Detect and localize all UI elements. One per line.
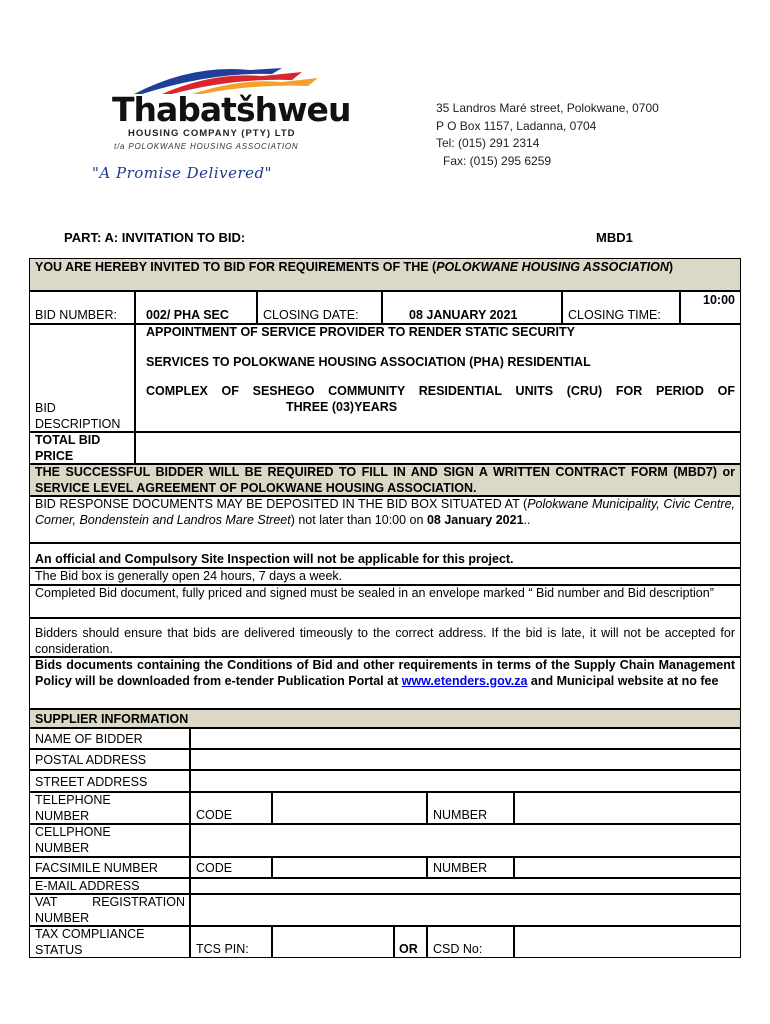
deposit-text: .. — [523, 512, 531, 527]
closing-date-value: 08 JANUARY 2021 — [382, 291, 562, 324]
deposit-text: BID RESPONSE DOCUMENTS MAY BE DEPOSITED IN THE BID BOX SITUATED AT ( — [35, 497, 528, 511]
telephone-label-text: TELEPHONE NUMBER — [35, 793, 111, 823]
telephone-code-label: CODE — [190, 792, 272, 824]
bid-box-note: The Bid box is generally open 24 hours, 7 days a week. — [29, 568, 741, 585]
deposit-date: 08 January 2021 — [426, 512, 524, 527]
telephone-number-field[interactable] — [514, 792, 741, 824]
street-address-field[interactable] — [190, 770, 741, 792]
address-fax: Fax: (015) 295 6259 — [443, 153, 552, 168]
form-code: MBD1 — [596, 230, 633, 245]
bid-form — [29, 258, 741, 958]
cellphone-field[interactable] — [190, 824, 741, 857]
etenders-link[interactable]: www.etenders.gov.za — [401, 673, 528, 688]
telephone-label — [29, 792, 190, 824]
or-label: OR — [394, 926, 427, 958]
csd-field[interactable] — [514, 926, 741, 958]
bid-number-label: BID NUMBER: — [29, 291, 135, 324]
address-po-box: P O Box 1157, Ladanna, 0704 — [436, 118, 597, 133]
invitation-org: POLOKWANE HOUSING ASSOCIATION — [436, 260, 669, 274]
telephone-code-field[interactable] — [272, 792, 427, 824]
closing-date-label: CLOSING DATE: — [257, 291, 382, 324]
cellphone-label-text: CELLPHONE NUMBER — [35, 825, 111, 855]
invitation-tail: ) — [668, 260, 674, 274]
download-text: Bids documents containing the Conditions of Bid and other requirements in terms of the Supply Chain Management Policy will be downloaded from e-tender Publication Portal at — [35, 658, 735, 688]
part-heading: PART: A: INVITATION TO BID: — [64, 230, 246, 245]
closing-time-label: CLOSING TIME: — [562, 291, 680, 324]
bid-number-value: 002/ PHA SEC — [135, 291, 257, 324]
logo-company: HOUSING COMPANY (PTY) LTD — [128, 128, 296, 139]
tcs-pin-label: TCS PIN: — [190, 926, 272, 958]
company-address — [436, 100, 659, 170]
download-text: and Municipal website at no fee — [527, 673, 719, 688]
address-tel: Tel: (015) 291 2314 — [436, 136, 540, 150]
email-field[interactable] — [190, 878, 741, 894]
address-street: 35 Landros Maré street, Polokwane, 0700 — [436, 101, 659, 115]
vat-label-text: VAT REGISTRATION NUMBER — [35, 895, 185, 925]
fax-number-field[interactable] — [514, 857, 741, 878]
bid-description — [135, 324, 741, 432]
company-logo — [92, 64, 351, 194]
fax-code-field[interactable] — [272, 857, 427, 878]
logo-division: t/a POLOKWANE HOUSING ASSOCIATION — [114, 142, 299, 151]
fax-number-label: NUMBER — [427, 857, 514, 878]
facsimile-label: FACSIMILE NUMBER — [29, 857, 190, 878]
name-of-bidder-field[interactable] — [190, 728, 741, 749]
timeous-note: Bidders should ensure that bids are delivered timeously to the correct address. If the bid is late, it will not be accepted for consideration. — [29, 618, 741, 657]
total-bid-price-field[interactable] — [135, 432, 741, 464]
tcs-pin-field[interactable] — [272, 926, 394, 958]
name-of-bidder-label: NAME OF BIDDER — [29, 728, 190, 749]
tax-compliance-label — [29, 926, 190, 958]
email-label: E-MAIL ADDRESS — [29, 878, 190, 894]
description-line: COMPLEX OF SESHEGO COMMUNITY RESIDENTIAL UNITS (CRU) FOR PERIOD OF — [146, 384, 735, 398]
download-note — [29, 657, 741, 709]
telephone-number-label: NUMBER — [427, 792, 514, 824]
description-line: APPOINTMENT OF SERVICE PROVIDER TO RENDER STATIC SECURITY — [146, 325, 575, 339]
description-line: SERVICES TO POLOKWANE HOUSING ASSOCIATION (PHA) RESIDENTIAL — [146, 354, 591, 369]
street-address-label: STREET ADDRESS — [29, 770, 190, 792]
csd-label: CSD No: — [427, 926, 514, 958]
logo-slogan: "A Promise Delivered" — [92, 164, 273, 182]
fax-code-label: CODE — [190, 857, 272, 878]
postal-address-field[interactable] — [190, 749, 741, 770]
deposit-note — [29, 496, 741, 543]
invitation-lead: YOU ARE HEREBY INVITED TO BID FOR REQUIREMENTS OF THE ( — [35, 260, 437, 274]
contract-note: THE SUCCESSFUL BIDDER WILL BE REQUIRED TO FILL IN AND SIGN A WRITTEN CONTRACT FORM (MBD7) or SERVICE LEVEL AGREEMENT OF POLOKWANE HOUSING ASSOCIATION. — [29, 464, 741, 496]
invitation-row — [29, 258, 741, 291]
deposit-text: ) not later than 10:00 on — [290, 512, 427, 527]
sealed-envelope-note: Completed Bid document, fully priced and signed must be sealed in an envelope marked “ Bid number and Bid description” — [29, 585, 741, 618]
total-bid-price-label: TOTAL BID PRICE — [29, 432, 135, 464]
vat-field[interactable] — [190, 894, 741, 926]
cellphone-label — [29, 824, 190, 857]
deposit-location: Polokwane Municipality, Civic Centre, Corner, Bondenstein and Landros Mare Street — [35, 497, 735, 527]
postal-address-label: POSTAL ADDRESS — [29, 749, 190, 770]
logo-name: Thabatšhweu — [112, 90, 351, 129]
site-inspection-note: An official and Compulsory Site Inspection will not be applicable for this project. — [29, 543, 741, 568]
bid-description-label: BID DESCRIPTION — [29, 324, 135, 432]
vat-label — [29, 894, 190, 926]
supplier-info-title: SUPPLIER INFORMATION — [29, 709, 741, 728]
tax-label-text: TAX COMPLIANCE STATUS — [35, 927, 145, 957]
closing-time-value: 10:00 — [680, 291, 741, 324]
description-line: THREE (03)YEARS — [286, 399, 398, 414]
